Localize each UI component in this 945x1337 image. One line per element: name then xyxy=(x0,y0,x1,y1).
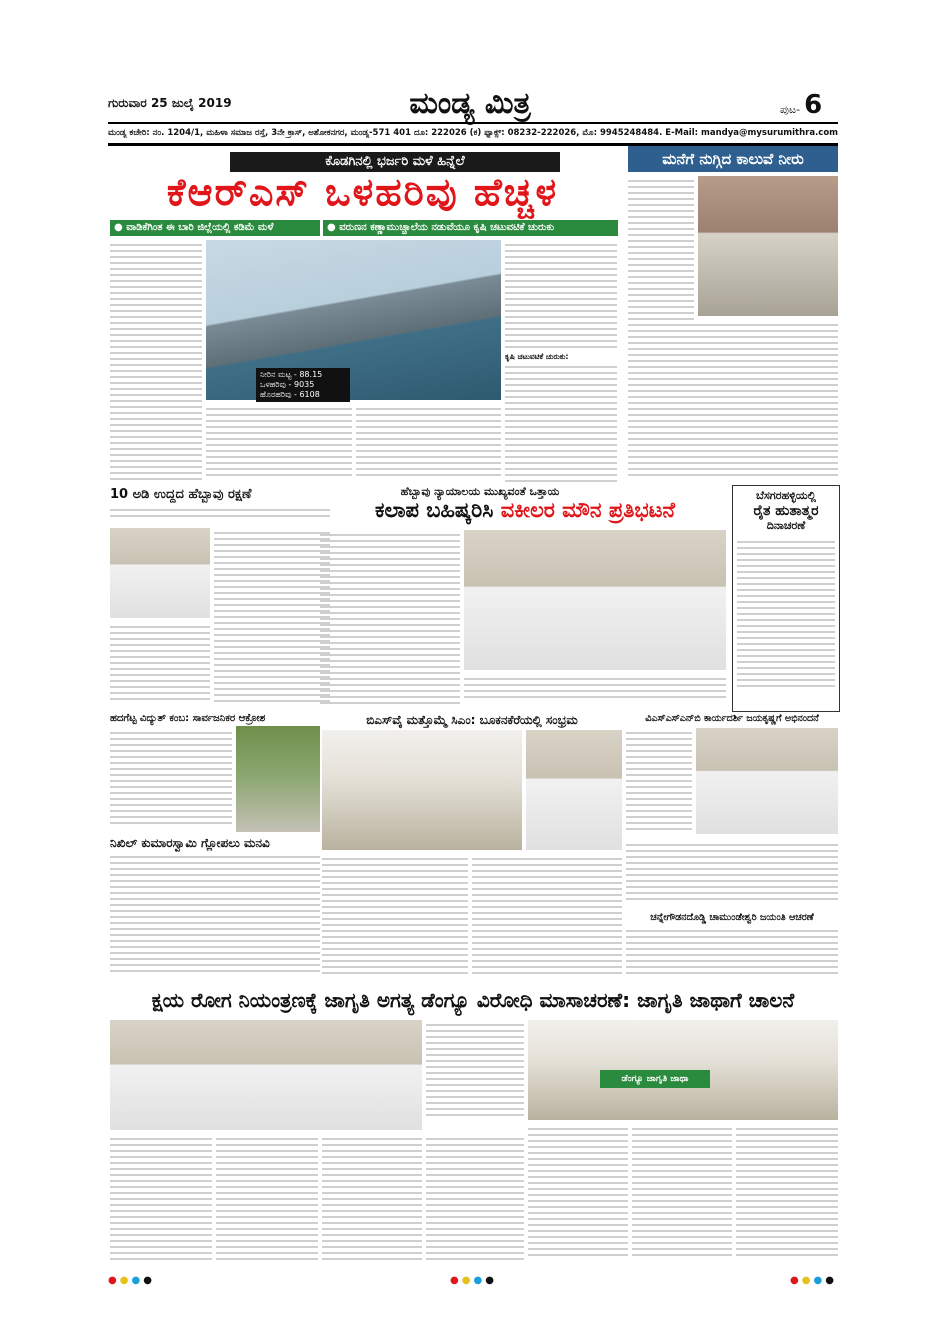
python-rescue-photo xyxy=(110,528,210,618)
lawyers-text-2 xyxy=(464,674,726,710)
dam-outflow: ಹೊರಹರಿವು - 6108 xyxy=(260,390,320,399)
bsy-text-2 xyxy=(472,854,622,980)
martyrs-title-2: ರೈತ ಹುತಾತ್ಮರ xyxy=(753,503,819,519)
lawyers-protest-photo xyxy=(464,530,726,670)
bsy-cm-title: ಬಿಎಸ್‌ವೈ ಮತ್ತೊಮ್ಮೆ ಸಿಎಂ: ಬೂಕನಕೆರೆಯಲ್ಲಿ ಸಂಭ್ರಮ xyxy=(366,713,578,727)
header-rule xyxy=(108,122,838,124)
dengue-text-2 xyxy=(426,1134,524,1269)
dengue-text-4 xyxy=(632,1124,732,1269)
dengue-text-3 xyxy=(528,1124,628,1269)
tb-text-3 xyxy=(322,1134,422,1269)
vssn-title: ವಿಎಸ್‌ಎಸ್‌ಎನ್‌ಬಿ ಕಾರ್ಯದರ್ಶಿ ಜಯಕೃಷ್ಣಗೆ ಅಭಿನಂದನೆ xyxy=(645,713,819,724)
lead-col-1 xyxy=(110,240,202,480)
martyrs-day-box xyxy=(732,485,840,712)
python-rescue-text xyxy=(214,528,330,708)
lawyers-headline-black: ಕಲಾಪ ಬಹಿಷ್ಕರಿಸಿ xyxy=(375,498,501,522)
dam-inflow: ಒಳಹರಿವು - 9035 xyxy=(260,380,315,389)
martyrs-title-1: ಬೆಸಗರಹಳ್ಳಿಯಲ್ಲಿ xyxy=(756,489,816,502)
vssn-text-1 xyxy=(626,728,692,838)
chamundeshwari-title: ಚನ್ನೇಗೌಡನದೊಡ್ಡಿ ಚಾಮುಂಡೇಶ್ವರಿ ಜಯಂತಿ ಆಚರಣೆ xyxy=(650,912,814,923)
color-registration-dots: ●●●● xyxy=(108,1275,155,1286)
page-number xyxy=(780,90,822,120)
lead-headline: ಕೆಆರ್‌ಎಸ್ ಒಳಹರಿವು ಹೆಚ್ಚಳ xyxy=(166,170,559,214)
dengue-text-5 xyxy=(736,1124,838,1269)
side-story-col-2 xyxy=(628,320,838,482)
python-rescue-intro xyxy=(110,505,330,527)
electric-pole-title: ಹದಗೆಟ್ಟ ವಿದ್ಯುತ್ ಕಂಬ: ಸಾರ್ವಜನಿಕರ ಆಕ್ರೋಶ xyxy=(110,713,266,724)
dam-stats-box xyxy=(256,368,350,402)
side-story-col-1 xyxy=(628,176,694,336)
martyrs-text xyxy=(733,533,839,701)
vssn-text-2 xyxy=(626,840,838,910)
lead-tag-right: ● ವರುಣನ ಕಣ್ಣಾಮುಚ್ಚಾಲೆಯ ನಡುವೆಯೂ ಕೃಷಿ ಚಟುವಟಿಕೆ ಚುರುಕು xyxy=(323,220,618,236)
address-line: ಮಂಡ್ಯ ಕಚೇರಿ: ನಂ. 1204/1, ಮಹಿಳಾ ಸಮಾಜ ರಸ್ತೆ, 3ನೇ ಕ್ರಾಸ್, ಅಶೋಕನಗರ, ಮಂಡ್ಯ-571 401 ದೂ: 222026 (ಕ) ಫ್ಯಾಕ್ಸ್: 08232-222026, ಮೊ: 9945248484. E-Mail: mandya@mysurumithra.com xyxy=(108,128,838,138)
nikhil-title: ನಿಖಿಲ್ ಕುಮಾರಸ್ವಾಮಿ ಗ್ಲೋಪಲು ಮನವಿ xyxy=(110,836,270,850)
lead-col-4 xyxy=(505,240,617,482)
page-number-value: 6 xyxy=(804,90,823,120)
lawyers-kicker: ಹೆಬ್ಬಾವು ನ್ಯಾಯಾಲಯ ಮುಖ್ಯವಂತೆ ಒತ್ತಾಯ xyxy=(400,485,560,498)
chamundeshwari-text xyxy=(626,926,838,980)
color-registration-dots-center: ●●●● xyxy=(450,1275,497,1286)
color-registration-dots-right: ●●●● xyxy=(790,1275,837,1286)
lead-col-3 xyxy=(356,404,501,482)
issue-date: ಗುರುವಾರ 25 ಜುಲೈ 2019 xyxy=(108,96,232,110)
python-rescue-text-2 xyxy=(110,622,210,708)
bottom-headline: ಕ್ಷಯ ರೋಗ ನಿಯಂತ್ರಣಕ್ಕೆ ಜಾಗೃತಿ ಅಗತ್ಯ ಡೆಂಗ್ಯೂ ವಿರೋಧಿ ಮಾಸಾಚರಣೆ: ಜಾಗೃತಿ ಜಾಥಾಗೆ ಚಾಲನೆ xyxy=(151,988,795,1012)
martyrs-title-3: ದಿನಾಚರಣೆ xyxy=(766,519,806,532)
tb-text-2 xyxy=(216,1134,318,1269)
tb-text-1 xyxy=(110,1134,212,1269)
dam-water-level: ನೀರಿನ ಮಟ್ಟ - 88.15 xyxy=(260,370,323,379)
lawyers-text xyxy=(320,530,460,710)
side-story-title: ಮನೆಗೆ ನುಗ್ಗಿದ ಕಾಲುವೆ ನೀರು xyxy=(628,146,838,172)
flooded-room-photo xyxy=(698,176,838,316)
python-rescue-title: 10 ಅಡಿ ಉದ್ದದ ಹೆಬ್ಬಾವು ರಕ್ಷಣೆ xyxy=(110,487,252,502)
krs-dam-photo xyxy=(206,240,501,400)
electric-pole-text xyxy=(110,728,232,832)
vssn-felicitation-photo xyxy=(696,728,838,834)
page-label: ಪುಟ- xyxy=(780,103,801,116)
lawyers-headline xyxy=(320,498,730,523)
nikhil-text xyxy=(110,852,320,980)
bsy-celebration-photo-1 xyxy=(322,730,522,850)
dengue-text-1 xyxy=(426,1020,524,1130)
lead-kicker: ಕೊಡಗಿನಲ್ಲಿ ಭರ್ಜರಿ ಮಳೆ ಹಿನ್ನೆಲೆ xyxy=(230,152,560,172)
bsy-text-1 xyxy=(322,854,468,980)
lawyers-headline-red: ವಕೀಲರ ಮೌನ ಪ್ರತಿಭಟನೆ xyxy=(500,498,675,522)
masthead: ಮಂಡ್ಯ ಮಿತ್ರ xyxy=(409,86,531,121)
electric-pole-photo xyxy=(236,726,320,832)
lead-col-2 xyxy=(206,404,352,482)
dengue-banner: ಡೆಂಗ್ಯೂ ಜಾಗೃತಿ ಜಾಥಾ xyxy=(600,1070,710,1088)
lead-tag-left: ● ವಾಡಿಕೆಗಿಂತ ಈ ಬಾರಿ ಜಿಲ್ಲೆಯಲ್ಲಿ ಕಡಿಮೆ ಮಳೆ xyxy=(110,220,320,236)
lead-subhead: ಕೃಷಿ ಚಟುವಟಿಕೆ ಚುರುಕು: xyxy=(505,352,569,361)
tb-awareness-photo xyxy=(110,1020,422,1130)
bsy-celebration-photo-2 xyxy=(526,730,622,850)
